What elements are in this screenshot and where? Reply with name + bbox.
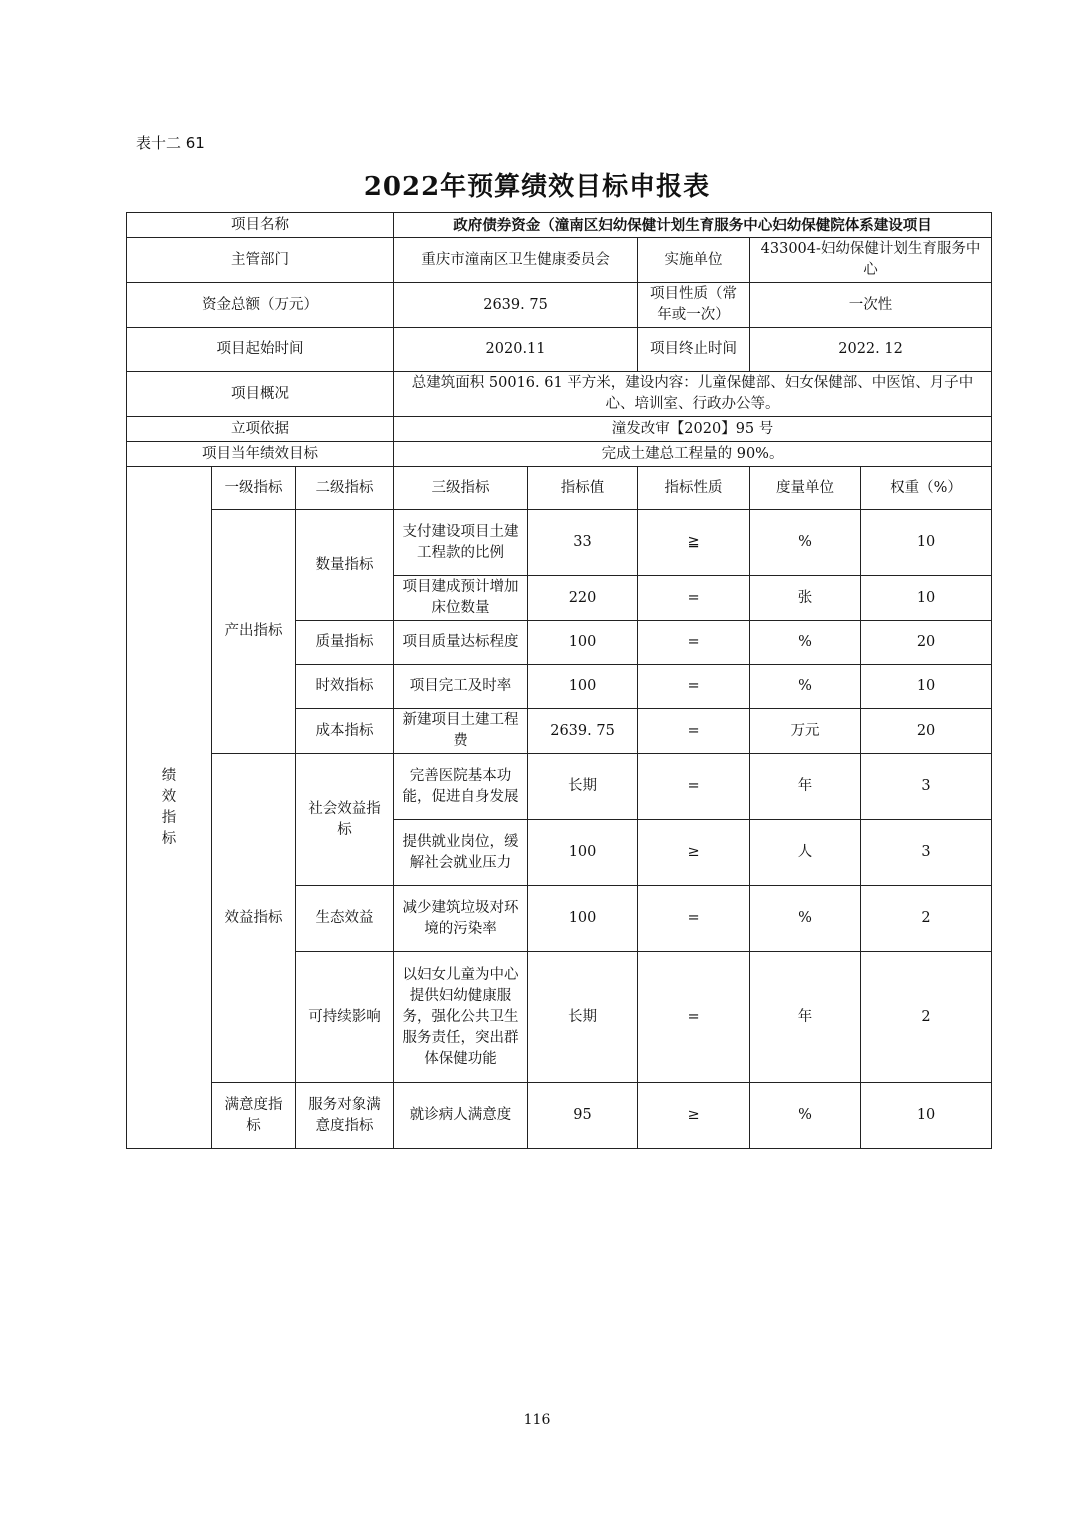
indicator-name: 就诊病人满意度 — [394, 1083, 528, 1149]
header-level2: 二级指标 — [296, 467, 394, 510]
indicator-value: 100 — [528, 621, 638, 665]
level2-service: 服务对象满意度指标 — [296, 1083, 394, 1149]
indicator-value: 95 — [528, 1083, 638, 1149]
impl-label: 实施单位 — [638, 238, 750, 283]
project-name-label: 项目名称 — [127, 213, 394, 238]
indicator-group-text: 绩效指标 — [161, 767, 177, 847]
indicator-unit: 年 — [750, 952, 861, 1083]
indicator-nature: = — [638, 886, 750, 952]
indicator-weight: 10 — [861, 1083, 992, 1149]
header-level1: 一级指标 — [212, 467, 296, 510]
indicator-nature: ≧ — [638, 510, 750, 576]
level2-ecological: 生态效益 — [296, 886, 394, 952]
level2-sustainable: 可持续影响 — [296, 952, 394, 1083]
start-value: 2020.11 — [394, 328, 638, 372]
indicator-value: 2639. 75 — [528, 709, 638, 754]
fund-value: 2639. 75 — [394, 283, 638, 328]
indicator-name: 支付建设项目土建工程款的比例 — [394, 510, 528, 576]
indicator-group-label — [127, 467, 212, 1149]
indicator-name: 新建项目土建工程费 — [394, 709, 528, 754]
project-name-value: 政府债券资金（潼南区妇幼保健计划生育服务中心妇幼保健院体系建设项目 — [394, 213, 992, 238]
indicator-unit: % — [750, 1083, 861, 1149]
end-label: 项目终止时间 — [638, 328, 750, 372]
level2-timeliness: 时效指标 — [296, 665, 394, 709]
indicator-value: 长期 — [528, 754, 638, 820]
indicator-weight: 10 — [861, 665, 992, 709]
nature-label: 项目性质（常年或一次） — [638, 283, 750, 328]
indicator-unit: 人 — [750, 820, 861, 886]
header-unit: 度量单位 — [750, 467, 861, 510]
indicator-header-row — [127, 467, 992, 510]
indicator-weight: 2 — [861, 886, 992, 952]
table-row — [127, 510, 992, 576]
goal-value: 完成土建总工程量的 90%。 — [394, 442, 992, 467]
row-fund — [127, 283, 992, 328]
indicator-unit: 年 — [750, 754, 861, 820]
level2-social: 社会效益指标 — [296, 754, 394, 886]
indicator-nature: = — [638, 576, 750, 621]
table-row — [127, 1083, 992, 1149]
indicator-nature: = — [638, 754, 750, 820]
indicator-unit: % — [750, 886, 861, 952]
indicator-name: 项目完工及时率 — [394, 665, 528, 709]
level2-quantity: 数量指标 — [296, 510, 394, 621]
row-overview — [127, 372, 992, 417]
header-level3: 三级指标 — [394, 467, 528, 510]
row-department — [127, 238, 992, 283]
level2-cost: 成本指标 — [296, 709, 394, 754]
level1-satisfaction: 满意度指标 — [212, 1083, 296, 1149]
indicator-name: 项目质量达标程度 — [394, 621, 528, 665]
basis-label: 立项依据 — [127, 417, 394, 442]
indicator-value: 33 — [528, 510, 638, 576]
indicator-weight: 10 — [861, 576, 992, 621]
header-nature: 指标性质 — [638, 467, 750, 510]
indicator-name: 完善医院基本功能，促进自身发展 — [394, 754, 528, 820]
indicator-weight: 10 — [861, 510, 992, 576]
row-goal — [127, 442, 992, 467]
indicator-nature: ≥ — [638, 1083, 750, 1149]
indicator-unit: 张 — [750, 576, 861, 621]
indicator-value: 长期 — [528, 952, 638, 1083]
dept-label: 主管部门 — [127, 238, 394, 283]
indicator-unit: % — [750, 510, 861, 576]
goal-label: 项目当年绩效目标 — [127, 442, 394, 467]
level1-benefit: 效益指标 — [212, 754, 296, 1083]
dept-value: 重庆市潼南区卫生健康委员会 — [394, 238, 638, 283]
indicator-weight: 2 — [861, 952, 992, 1083]
indicator-nature: = — [638, 665, 750, 709]
indicator-value: 100 — [528, 820, 638, 886]
indicator-weight: 20 — [861, 621, 992, 665]
indicator-unit: % — [750, 665, 861, 709]
indicator-name: 以妇女儿童为中心提供妇幼健康服务，强化公共卫生服务责任，突出群体保健功能 — [394, 952, 528, 1083]
indicator-nature: = — [638, 952, 750, 1083]
page-number: 116 — [523, 1412, 551, 1428]
row-basis — [127, 417, 992, 442]
indicator-weight: 20 — [861, 709, 992, 754]
header-value: 指标值 — [528, 467, 638, 510]
document-title: 2022年预算绩效目标申报表 — [363, 172, 711, 202]
table-row — [127, 754, 992, 820]
indicator-name: 减少建筑垃圾对环境的污染率 — [394, 886, 528, 952]
header-weight: 权重（%） — [861, 467, 992, 510]
overview-label: 项目概况 — [127, 372, 394, 417]
fund-label: 资金总额（万元） — [127, 283, 394, 328]
start-label: 项目起始时间 — [127, 328, 394, 372]
performance-target-form — [126, 212, 992, 1149]
basis-value: 潼发改审【2020】95 号 — [394, 417, 992, 442]
indicator-unit: 万元 — [750, 709, 861, 754]
level2-quality: 质量指标 — [296, 621, 394, 665]
indicator-unit: % — [750, 621, 861, 665]
indicator-value: 100 — [528, 665, 638, 709]
indicator-weight: 3 — [861, 820, 992, 886]
indicator-nature: = — [638, 621, 750, 665]
indicator-nature: = — [638, 709, 750, 754]
indicator-value: 220 — [528, 576, 638, 621]
nature-value: 一次性 — [750, 283, 992, 328]
impl-value: 433004-妇幼保健计划生育服务中心 — [750, 238, 992, 283]
indicator-value: 100 — [528, 886, 638, 952]
end-value: 2022. 12 — [750, 328, 992, 372]
indicator-name: 提供就业岗位，缓解社会就业压力 — [394, 820, 528, 886]
row-period — [127, 328, 992, 372]
indicator-nature: ≥ — [638, 820, 750, 886]
indicator-name: 项目建成预计增加床位数量 — [394, 576, 528, 621]
row-project-name — [127, 213, 992, 238]
overview-value: 总建筑面积 50016. 61 平方米，建设内容：儿童保健部、妇女保健部、中医馆、月子中心、培训室、行政办公等。 — [394, 372, 992, 417]
level1-output: 产出指标 — [212, 510, 296, 754]
indicator-weight: 3 — [861, 754, 992, 820]
table-number: 表十二 61 — [136, 134, 205, 152]
